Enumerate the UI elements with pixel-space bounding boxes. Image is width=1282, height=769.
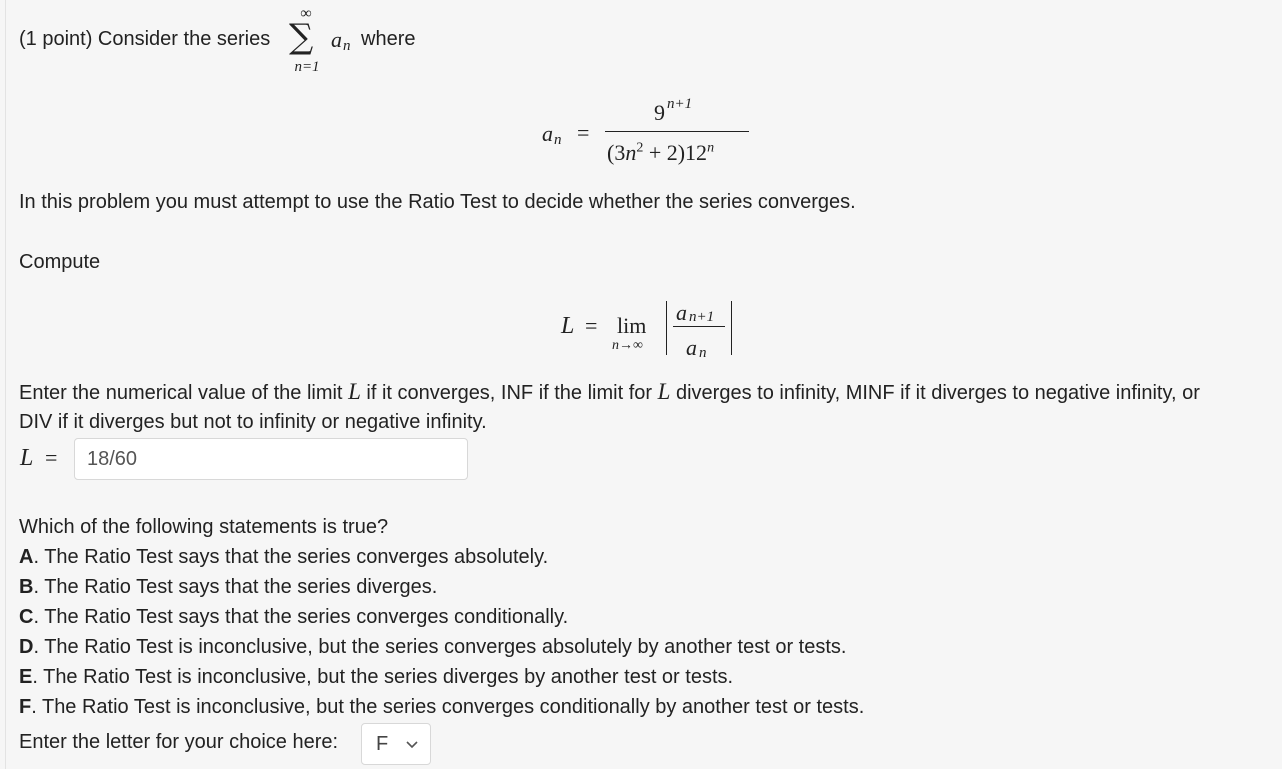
den-part-a: (3 <box>607 140 626 165</box>
option-e-text: . The Ratio Test is inconclusive, but the series diverges by another test or tests. <box>32 666 734 688</box>
abs-bar-right <box>731 301 732 355</box>
ratio-den-sub: n <box>699 345 707 361</box>
an-lhs: a <box>542 121 553 146</box>
den-exp: n <box>707 140 715 156</box>
ratio-num-sub: n+1 <box>689 309 715 325</box>
enter-text-p3: diverges to infinity, MINF if it diverges to negative infinity, or <box>675 382 1200 404</box>
enter-text-p2: if it converges, INF if the limit for <box>366 382 653 404</box>
option-d-letter: D <box>19 636 34 658</box>
instruction-text: In this problem you must attempt to use the Ratio Test to decide whether the series converges. <box>19 191 856 213</box>
question-text: Which of the following statements is true? <box>19 516 389 538</box>
option-c-letter: C <box>19 606 34 628</box>
denominator <box>607 140 714 166</box>
answer-label-var: L <box>20 445 34 471</box>
sum-term-sub: n <box>343 38 351 54</box>
choice-label: Enter the letter for your choice here: <box>19 731 339 753</box>
numerator-base: 9 <box>654 100 665 125</box>
intro-suffix: where <box>361 28 416 50</box>
option-f-text: . The Ratio Test is inconclusive, but the series converges conditionally by another test or tests. <box>31 696 865 718</box>
sum-term: a <box>331 27 342 52</box>
ratio-fraction-bar <box>673 326 725 327</box>
lim-subscript <box>612 336 643 354</box>
sum-upper: ∞ <box>300 5 312 22</box>
option-b <box>19 575 437 599</box>
enter-text-p1: Enter the numerical value of the limit <box>19 382 343 404</box>
limit-answer-input[interactable] <box>74 438 468 480</box>
lim-sub-n: n <box>612 338 619 353</box>
an-lhs-sub: n <box>554 132 562 148</box>
ratio-den: a <box>686 335 697 360</box>
den-n: n <box>625 140 637 165</box>
option-e <box>19 665 733 689</box>
sum-lower: n=1 <box>294 59 320 75</box>
option-d-text: . The Ratio Test is inconclusive, but the series converges absolutely by another test or tests. <box>33 636 847 658</box>
compute-label: Compute <box>19 251 101 273</box>
limit-lhs: L <box>561 313 575 339</box>
answer-label-eq: = <box>45 445 58 470</box>
option-f-letter: F <box>19 696 32 718</box>
option-c-text: . The Ratio Test says that the series converges conditionally. <box>33 606 569 628</box>
option-a-text: . The Ratio Test says that the series converges absolutely. <box>33 546 549 568</box>
ratio-num: a <box>676 300 687 325</box>
choice-select[interactable] <box>361 723 431 765</box>
chevron-down-icon <box>404 736 420 752</box>
fraction-bar <box>605 131 749 132</box>
option-b-text: . The Ratio Test says that the series diverges. <box>33 576 438 598</box>
lim-word: lim <box>617 313 647 338</box>
option-c <box>19 605 568 629</box>
left-border <box>5 0 6 769</box>
option-a <box>19 545 548 569</box>
sigma-symbol: ∑ <box>289 17 314 57</box>
den-square: 2 <box>636 140 644 156</box>
option-e-letter: E <box>19 666 33 688</box>
numerator-exp: n+1 <box>667 96 693 112</box>
abs-bar-left <box>666 301 667 355</box>
limit-eq: = <box>585 313 598 338</box>
lim-sub-arrow: →∞ <box>619 338 643 353</box>
option-b-letter: B <box>19 576 34 598</box>
choice-selected-value: F <box>376 732 389 755</box>
enter-instructions-line2: DIV if it diverges but not to infinity or negative infinity. <box>19 411 487 433</box>
enter-var-l2: L <box>657 379 671 404</box>
intro-prefix: (1 point) Consider the series <box>19 28 271 50</box>
option-d <box>19 635 846 659</box>
option-a-letter: A <box>19 546 34 568</box>
an-eq: = <box>577 120 590 145</box>
enter-var-l1: L <box>348 379 361 404</box>
enter-instructions-line1 <box>19 380 1200 405</box>
den-part-b: + 2)12 <box>643 140 708 165</box>
option-f <box>19 695 864 719</box>
